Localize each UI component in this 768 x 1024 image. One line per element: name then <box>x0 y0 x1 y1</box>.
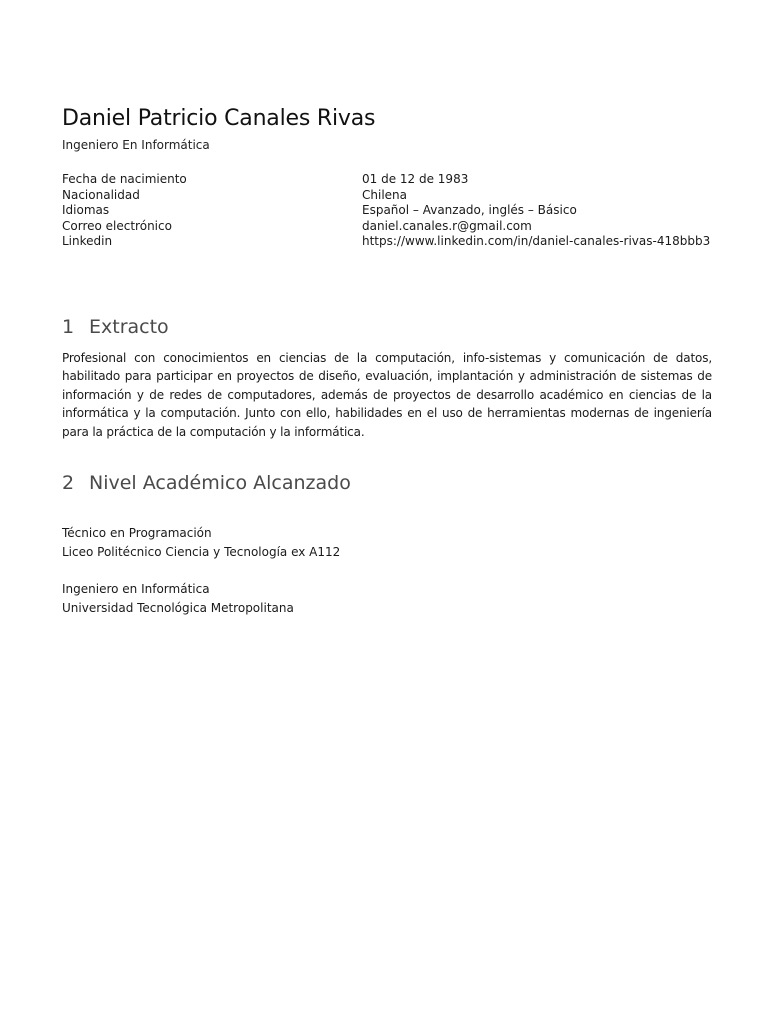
info-label: Idiomas <box>62 203 110 218</box>
section-heading-extract <box>62 316 169 338</box>
info-label: Nacionalidad <box>62 187 140 202</box>
education-degree: Ingeniero en Informática <box>62 582 210 596</box>
info-label: Fecha de nacimiento <box>62 172 187 186</box>
info-row-linkedin <box>62 234 712 250</box>
info-value: Español – Avanzado, inglés – Básico <box>362 203 577 218</box>
education-institution: Liceo Politécnico Ciencia y Tecnología ex A112 <box>62 544 341 559</box>
section-heading-education <box>62 472 351 494</box>
section-number: 1 <box>62 316 75 338</box>
education-entry <box>62 580 294 617</box>
personal-info-table <box>62 172 712 250</box>
section-title: Nivel Académico Alcanzado <box>89 472 351 494</box>
info-row-birthdate <box>62 172 712 188</box>
education-institution: Universidad Tecnológica Metropolitana <box>62 600 294 615</box>
education-entry <box>62 524 340 561</box>
education-degree: Técnico en Programación <box>62 526 212 540</box>
person-name: Daniel Patricio Canales Rivas <box>62 106 376 131</box>
section-title: Extracto <box>89 316 169 338</box>
section-number: 2 <box>62 472 75 494</box>
extract-paragraph: Profesional con conocimientos en ciencias de la computación, info-sistemas y comunicación de datos, habilitado para participar en proyectos de diseño, evaluación, implantación y administración de sistemas de información y de redes de computadores, además de proyectos de desarrollo académico en ciencias de la informática y la computación. Junto con ello, habilidades en el uso de herramientas modernas de ingeniería para la práctica de la computación y la informática. <box>62 351 712 439</box>
email-value: daniel.canales.r@gmail.com <box>362 218 532 233</box>
info-row-nationality <box>62 188 712 204</box>
linkedin-url: https://www.linkedin.com/in/daniel-canales-rivas-418bbb3 <box>362 234 711 249</box>
info-label: Correo electrónico <box>62 218 172 233</box>
info-row-email <box>62 219 712 235</box>
info-label: Linkedin <box>62 234 113 249</box>
info-row-languages <box>62 203 712 219</box>
info-value: 01 de 12 de 1983 <box>362 172 469 186</box>
job-title: Ingeniero En Informática <box>62 138 210 152</box>
info-value: Chilena <box>362 187 407 202</box>
